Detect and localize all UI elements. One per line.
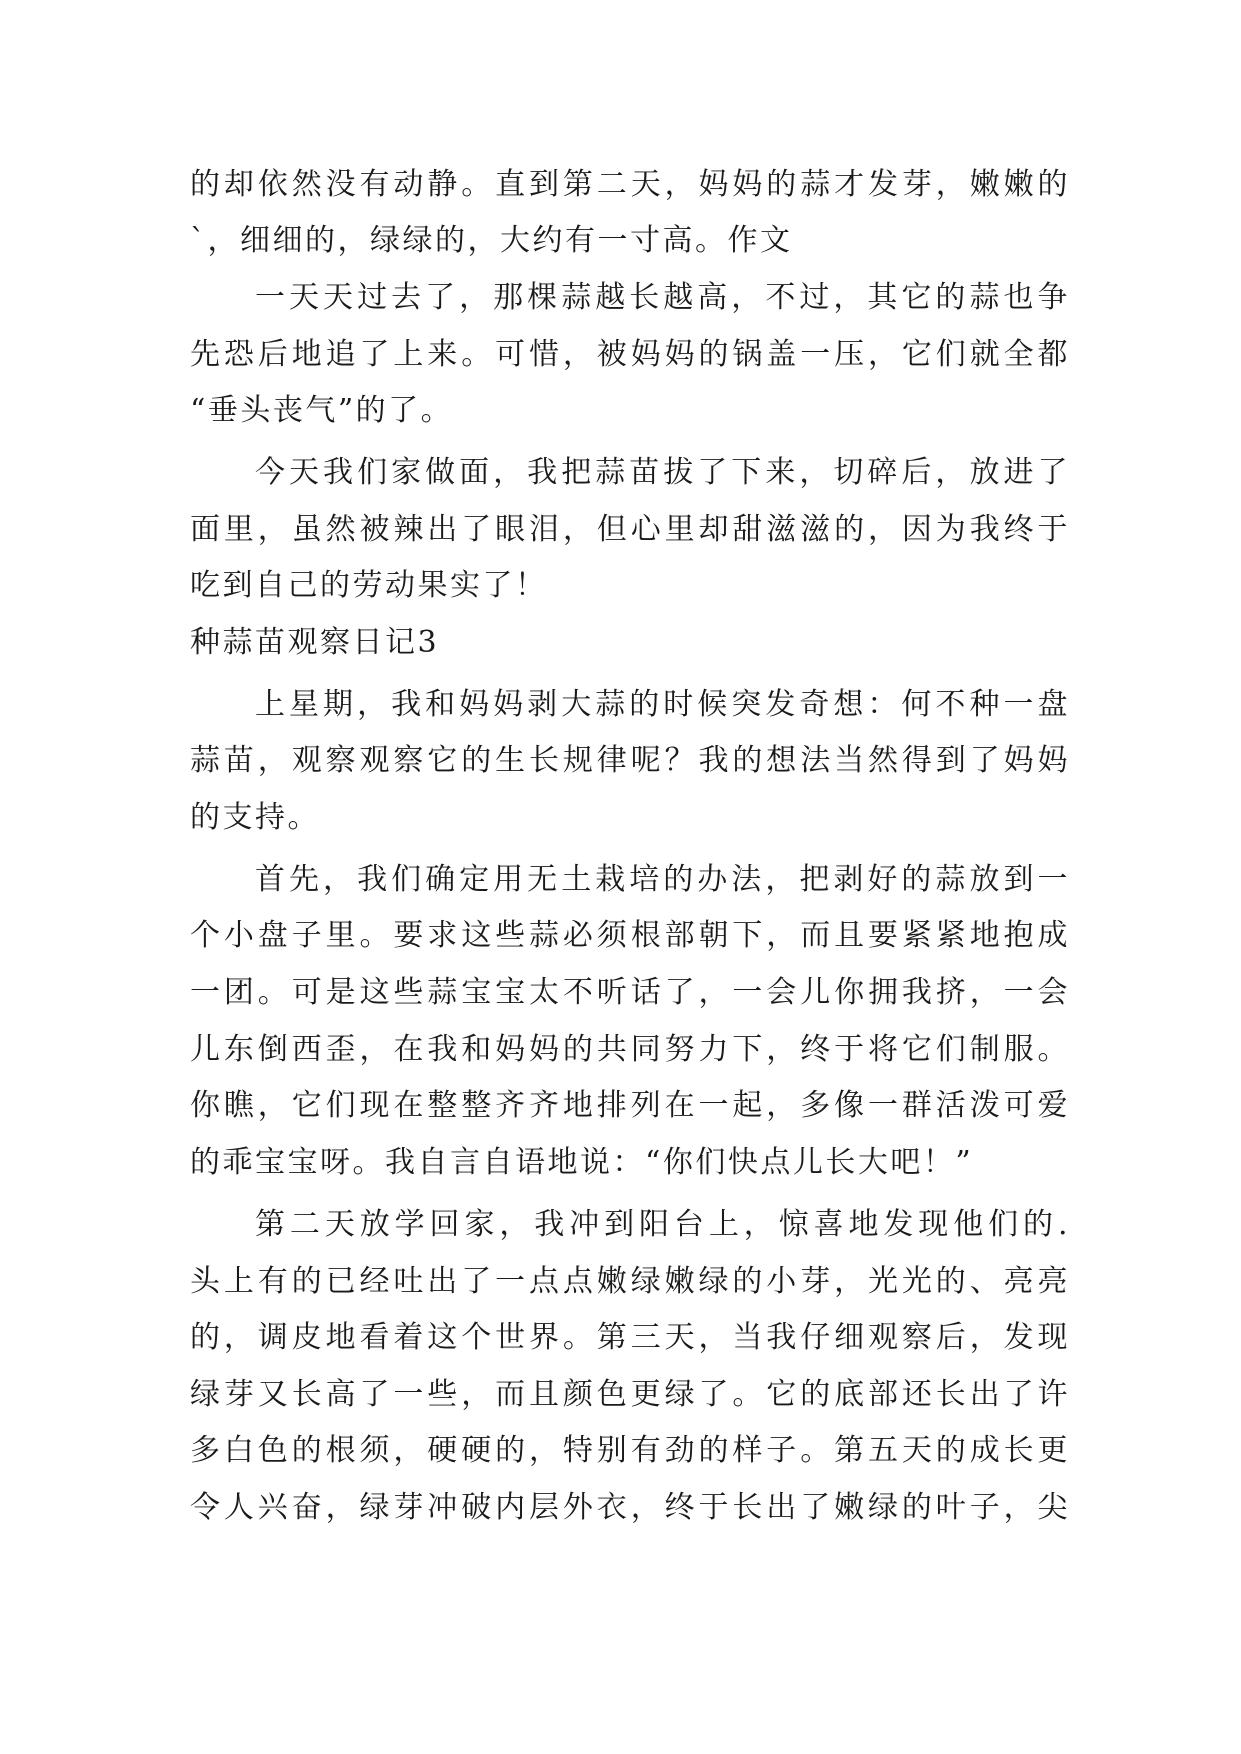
paragraph-first-line: 上星期，我和妈妈剥大蒜的时候突发奇想：何不种一盘 (255, 687, 1070, 722)
text-line: 的，调皮地看着这个世界。第三天，当我仔细观察后，发现 (190, 1320, 1070, 1355)
text-line: 的却依然没有动静。直到第二天，妈妈的蒜才发芽，嫩嫩的 (190, 167, 1070, 202)
text-line: “垂头丧气”的了。 (190, 393, 454, 428)
paragraph-first-line: 首先，我们确定用无土栽培的办法，把剥好的蒜放到一 (255, 862, 1070, 897)
text-line: 头上有的已经吐出了一点点嫩绿嫩绿的小芽，光光的、亮亮 (190, 1264, 1070, 1299)
paragraph-first-line: 一天天过去了，那棵蒜越长越高，不过，其它的蒜也争 (255, 280, 1070, 315)
text-line: 儿东倒西歪，在我和妈妈的共同努力下，终于将它们制服。 (190, 1032, 1070, 1067)
text-line: 一团。可是这些蒜宝宝太不听话了，一会儿你拥我挤，一会 (190, 975, 1070, 1010)
text-line: 的乖宝宝呀。我自言自语地说：“你们快点儿长大吧！” (190, 1145, 974, 1180)
text-line: 你瞧，它们现在整整齐齐地排列在一起，多像一群活泼可爱 (190, 1088, 1070, 1123)
section-heading: 种蒜苗观察日记3 (190, 625, 440, 660)
text-line: 个小盘子里。要求这些蒜必须根部朝下，而且要紧紧地抱成 (190, 918, 1070, 953)
text-line: 多白色的根须，硬硬的，特别有劲的样子。第五天的成长更 (190, 1433, 1070, 1468)
text-line: 令人兴奋，绿芽冲破内层外衣，终于长出了嫩绿的叶子，尖 (190, 1490, 1070, 1525)
text-line: 的支持。 (190, 800, 320, 835)
paragraph-first-line: 第二天放学回家，我冲到阳台上，惊喜地发现他们的. (255, 1207, 1070, 1242)
text-line: 吃到自己的劳动果实了！ (190, 568, 548, 603)
paragraph-first-line: 今天我们家做面，我把蒜苗拔了下来，切碎后，放进了 (255, 455, 1070, 490)
text-line: 先恐后地追了上来。可惜，被妈妈的锅盖一压，它们就全都 (190, 337, 1070, 372)
text-line: 面里，虽然被辣出了眼泪，但心里却甜滋滋的，因为我终于 (190, 512, 1070, 547)
text-line: 绿芽又长高了一些，而且颜色更绿了。它的底部还长出了许 (190, 1377, 1070, 1412)
text-line: 蒜苗，观察观察它的生长规律呢？我的想法当然得到了妈妈 (190, 743, 1070, 778)
text-line: `，细细的，绿绿的，大约有一寸高。作文 (190, 223, 793, 258)
